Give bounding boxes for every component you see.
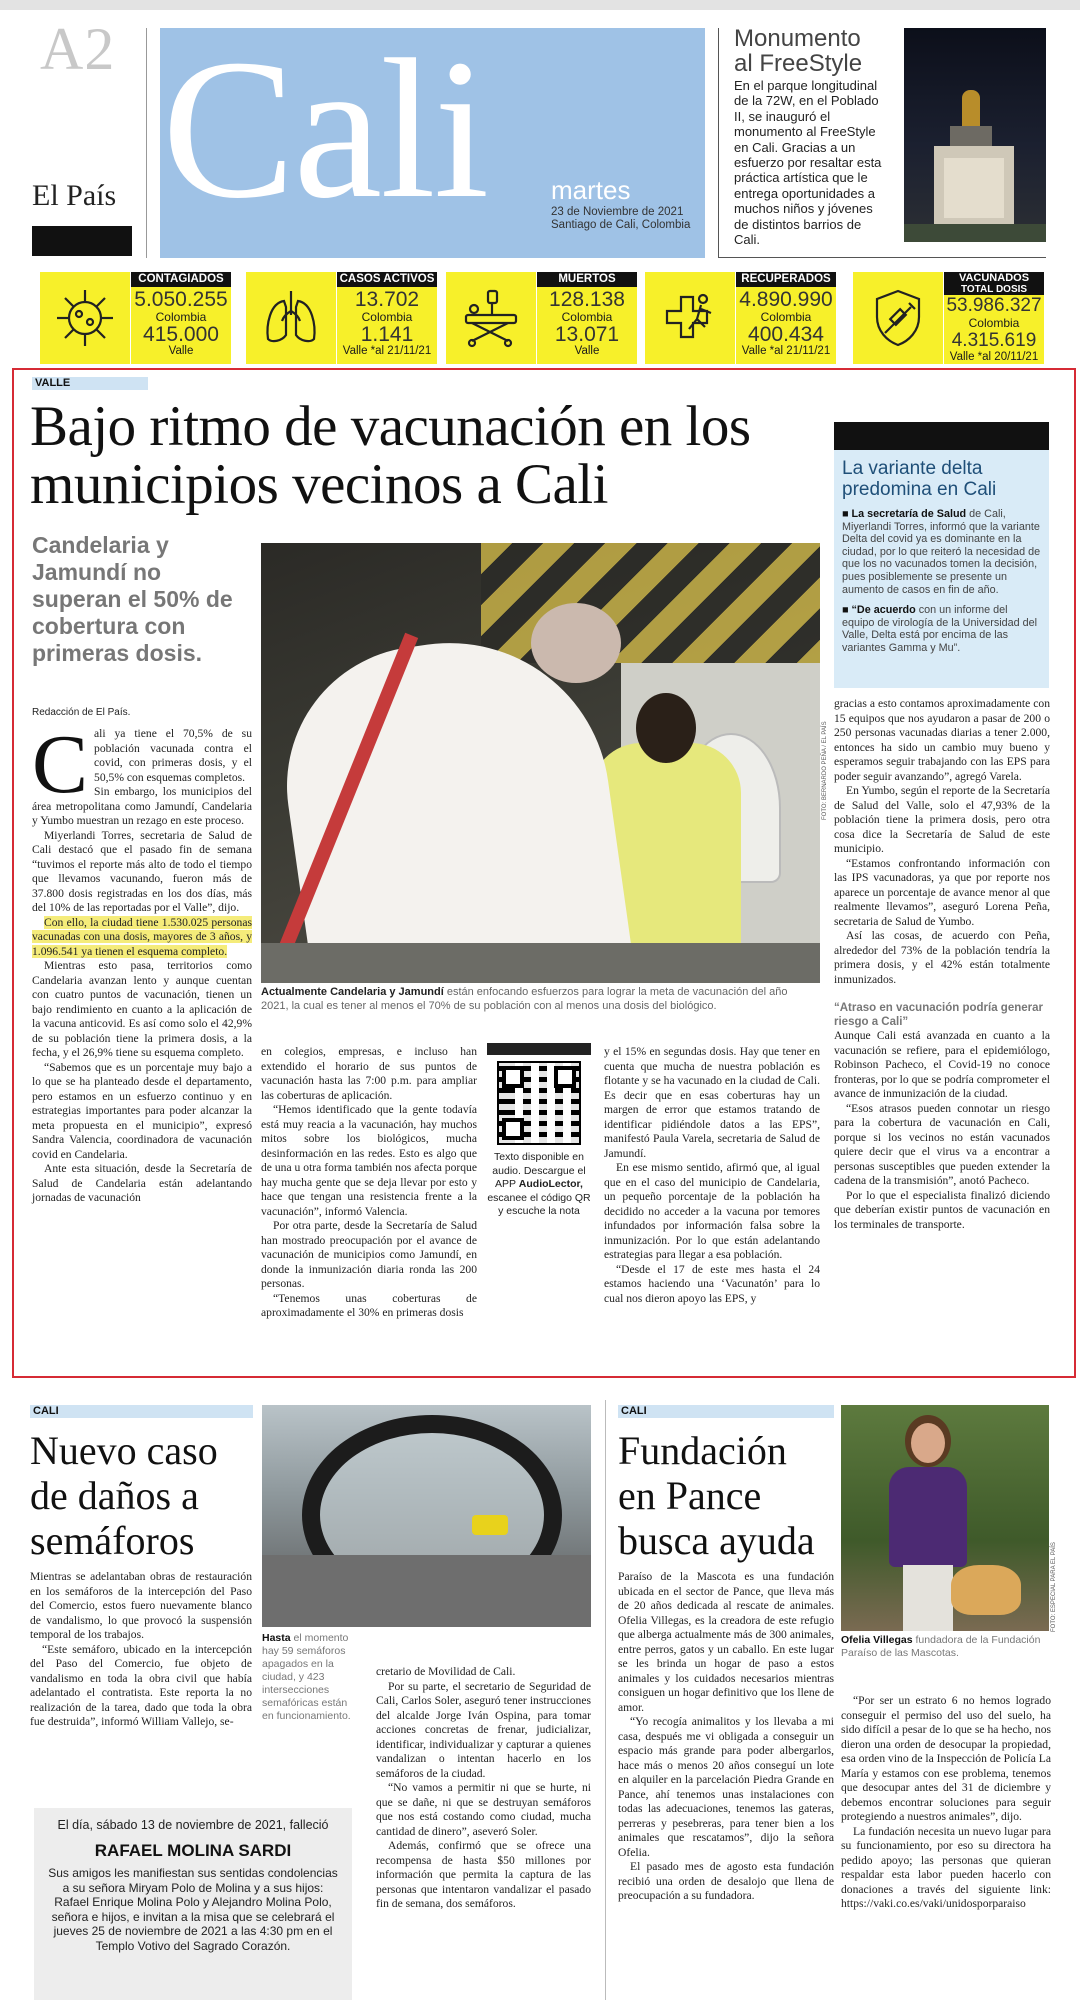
stat-national-label: Colombia — [155, 310, 207, 324]
main-photo-credit: FOTO: BERNARDO PEÑA / EL PAÍS — [822, 721, 828, 820]
stat-national: 128.138 — [549, 288, 625, 311]
main-col1 — [32, 718, 252, 1206]
stat-label: TOTAL DOSIS — [944, 284, 1044, 295]
page-number: A2 — [40, 16, 116, 82]
stat-national-label: Colombia — [968, 316, 1020, 330]
paragraph: “Estamos confrontando información con las IPS vacunadoras, ya que por reporte nos aparece un porcentaje de avance menor al que realmente llevamos”, aseguró Lorena Peña, secretaria de Salud de Yumbo. — [834, 856, 1050, 928]
main-col2 — [261, 1045, 477, 1321]
main-photo-caption — [261, 986, 801, 1013]
brand-bar — [32, 226, 132, 256]
paragraph: En Yumbo, según el reporte de la Secretaría de Salud del Valle, solo el 47,93% de la población tiene la primera dosis, pero otra cosa dice la Secretaría de Salud de este municipio. — [834, 784, 1050, 855]
section-tag-valle: VALLE — [32, 377, 148, 390]
paragraph: Aunque Cali está avanzada en cuanto a la vacunación se refiere, para el epidemiólogo, Robinson Pacheco, el Covid-19 no conoce fronteras, por lo que se podría comprometer el avance de inmunización de la ciudad. — [834, 1029, 1050, 1100]
stat-label: CONTAGIADOS — [131, 272, 231, 287]
byline: Redacción de El País. — [32, 707, 131, 718]
weekday: martes — [551, 175, 631, 205]
paragraph: “Sabemos que es un porcentaje muy bajo a lo que se ha planteado desde el departamento, pero estamos en un esfuerzo continuo y en estrategias importantes para poder alcanzar la meta propuesta en el municipio”, expresó Sandra Valencia, coordinadora de vacunación covid en Candelaria. — [32, 1060, 252, 1161]
obituary-intro: El día, sábado 13 de noviembre de 2021, falleció — [57, 1818, 329, 1832]
main-headline: Bajo ritmo de vacunación en los municipios vecinos a Cali — [30, 395, 751, 516]
section-tag-cali: CALI — [618, 1405, 834, 1418]
paragraph: “Desde el 17 de este mes hasta el 24 estamos haciendo una ‘Vacunatón’ para lo cual nos dieron apoyo las EPS, y — [604, 1262, 820, 1305]
paragraph: y el 15% en segundas dosis. Hay que tener en cuenta que mucha de nuestra población es flotante y se ha vacunado en la ciudad de Cali. Es decir que en esas coberturas hay un margen de error que estamos tratando de identificar pidiéndole datos a las EPS”, manifestó Paula Varela, secretaria de Salud de Jamundí. — [604, 1045, 820, 1160]
promo-photo — [904, 28, 1046, 242]
paragraph: La fundación necesita un nuevo lugar para su funcionamiento, por eso su directora ha pedido apoyo; las personas que quieran respaldar esta labor pueden hacerlo con donaciones a través del siguiente link: https://vaki.co.es/vaki/unidosporparaiso — [841, 1824, 1051, 1910]
story2-caption: Hasta el momento hay 59 semáforos apagados en la ciudad, y 423 intersecciones semafóricas están en funcionamiento. — [262, 1632, 351, 1722]
story2-headline: Nuevo caso de daños a semáforos — [30, 1428, 218, 1563]
stat-national-label: Colombia — [561, 310, 613, 324]
stat-national-label: Colombia — [760, 310, 812, 324]
paragraph: Miyerlandi Torres, secretaria de Salud de Cali destacó que el pasado fin de semana “tuvimos el reporte más alto de todo el tiempo que llevamos vacunando, fueron más de 37.800 dosis registradas en los dos días, más del 10% de las reportadas por el Valle”, dijo. — [32, 828, 252, 914]
virus-icon — [40, 272, 130, 364]
sidebar-bullet: ■ La secretaría de Salud de Cali, Miyerlandi Torres, informó que la variante Delta del covid ya es dominante en la ciudad, por lo que reiteró la necesidad de que los no vacunados tomen la decisión, pues posiblemente se presente un aumento de casos en fin de año. — [842, 508, 1041, 596]
caption-lead: Actualmente Candelaria y Jamundí — [261, 986, 444, 998]
story3-caption: Ofelia Villegas fundadora de la Fundación Paraíso de las Mascotas. — [841, 1634, 1041, 1659]
stat-label: RECUPERADOS — [736, 272, 836, 287]
paragraph: El pasado mes de agosto esta fundación recibió una orden de desalojo que llena de preocupación a su fundadora. — [618, 1860, 834, 1902]
paragraph: Mientras esto pasa, territorios como Candelaria avanzan lento y aunque cuentan con cuatro puntos de vacunación, tienen un bajo rendimiento en cuanto a la aplicación de la vacuna anticovid. Es así como solo el 42,9% de su población tiene la primera dosis, a la fecha, y el 26,9% tiene su esquema completo. — [32, 959, 252, 1059]
sidebar-title: La variante delta predomina en Cali — [842, 458, 997, 500]
story2-photo — [262, 1405, 591, 1627]
lead-paragraph: ali ya tiene el 70,5% de su población vacunada contra el covid, con primeras dosis, y el 50,5% con esquemas completos. — [94, 727, 252, 784]
main-col3 — [604, 1045, 820, 1306]
stat-national: 5.050.255 — [134, 288, 228, 311]
caption-text: están enfocando esfuerzos para lograr la meta de vacunación del año 2021, la cual es tener al menos el 70% de su población con al menos una dosis del biológico. — [261, 986, 788, 1012]
story3-photo — [841, 1405, 1049, 1631]
sidebar-bullet: ■ “De acuerdo con un informe del equipo de virología de la Universidad del Valle, Delta está por encima de las variantes Gamma y Mu”. — [842, 604, 1038, 654]
qr-code-icon[interactable] — [497, 1061, 581, 1145]
obituary-box — [34, 1808, 352, 2000]
section-tag-cali: CALI — [30, 1405, 253, 1418]
qr-block — [487, 1043, 591, 1219]
stat-regional-label: Valle — [574, 345, 600, 357]
paragraph: “No vamos a permitir ni que se hurte, ni que se dañe, ni que se destruyan semáforos que nos está costando como ciudad, mucha cantidad de dinero”, aseveró Soler. — [376, 1781, 591, 1838]
paragraph: Sin embargo, los municipios del área metropolitana como Jamundí, Candelaria y Yumbo muestran un rezago en este proceso. — [32, 785, 252, 827]
paragraph: en colegios, empresas, e incluso han extendido el horario de sus puntos de vacunación hasta las 7:00 p.m. para ampliar las coberturas de aplicación. — [261, 1045, 477, 1102]
story2-col2 — [376, 1665, 591, 1912]
section-title: Cali — [162, 19, 488, 240]
lungs-icon — [246, 272, 336, 364]
stat-regional-label: Valle *al 21/11/21 — [741, 345, 831, 357]
paragraph: Por su parte, el secretario de Seguridad de Cali, Carlos Soler, aseguró tener instrucciones del alcalde Jorge Iván Ospina, para tomar acciones concretas de frenar, judicializar, identificar, individualizar y capturar a quienes vandalizan o intentan hacerlo en los semáforos de la ciudad. — [376, 1679, 591, 1780]
syringe-shield-icon — [853, 272, 943, 364]
place: Santiago de Cali, Colombia — [551, 219, 691, 231]
story3-col1 — [618, 1570, 834, 1904]
main-deck: Candelaria y Jamundí no superan el 50% de cobertura con primeras dosis. — [32, 532, 233, 666]
masthead-divider — [146, 28, 147, 258]
paragraph: “Yo recogía animalitos y los llevaba a mi casa, después me vi obligada a conseguir un espacio más grande para poder albergarlos, hace más o menos 20 años conseguí un lote en alquiler en la parcelación Piedra Grande en Pance, ahí tenemos unas instalaciones con todas las adecuaciones, tenemos las gateras, perreras y pesebreras, para tener bien a los animales que rescatamos”, dijo la señora Ofelia. — [618, 1715, 834, 1859]
stat-regional: 4.315.619 — [951, 330, 1037, 351]
stat-regional: 400.434 — [748, 323, 824, 346]
stat-regional-label: Valle *al 20/11/21 — [949, 351, 1039, 363]
stat-national: 53.986.327 — [946, 295, 1042, 316]
paragraph: Mientras se adelantaban obras de restauración en los semáforos de la intercepción del Paso del Comercio, estos fuero nuevamente blanco de vandalismo, lo que provocó la suspensión temporal de los trabajos. — [30, 1570, 252, 1641]
paragraph: “Hemos identificado que la gente todavía está muy reacia a la vacunación, hay muchos mitos sobre los biológicos, mucha desinformación en las redes. Esto es algo que de una u otra forma también nos afecta porque hay mucha gente que se deja llevar por esto y hace que tengan una resistencia frente a la vacunación”, informó Valencia. — [261, 1103, 477, 1218]
paragraph: Por lo que el especialista finalizó diciendo que deberían existir puntos de vacunación en los terminales de transporte. — [834, 1188, 1050, 1231]
paragraph: cretario de Movilidad de Cali. — [376, 1665, 516, 1678]
paragraph: En ese mismo sentido, afirmó que, al igual que en el caso del municipio de Candelaria, un pequeño porcentaje de la población ha decidido no acceder a la vacuna por temores infundados por información falsa sobre la inmunización. Por lo que están adelantando estrategias para llegar a esa población. — [604, 1161, 820, 1261]
main-photo — [261, 543, 820, 983]
story3-headline: Fundación en Pance busca ayuda — [618, 1428, 815, 1563]
qr-instructions: Texto disponible en audio. Descargue el APP AudioLector, escanee el código QR y escuche la nota — [487, 1151, 591, 1217]
promo-text: En el parque longitudinal de la 72W, en el Poblado II, se inauguró el monumento al FreeStyle en Cali. Gracias a un esfuerzo por resaltar esta práctica artística que le entrega oportunidades a muchos niños y jóvenes de distintos barrios de Cali. — [734, 78, 882, 248]
subheading: “Atraso en vacunación podría generar riesgo a Cali” — [834, 1002, 1043, 1028]
stat-regional: 415.000 — [143, 323, 219, 346]
top-edge — [0, 0, 1080, 10]
story2-col1 — [30, 1570, 252, 1730]
paragraph: Así las cosas, de acuerdo con Peña, alrededor del 73% de la población tendría la primera dosis, y el 42% están totalmente inmunizados. — [834, 929, 1050, 986]
dropcap: C — [32, 718, 89, 811]
stat-regional-label: Valle *al 21/11/21 — [342, 345, 432, 357]
stat-regional: 1.141 — [360, 323, 414, 346]
paragraph: gracias a esto contamos aproximadamente con 15 equipos que nos ayudaron a pasar de 200 o 250 personas vacunadas diarias a tener 2.000, entonces ha sido un cambio muy bueno y esperamos seguir trabajando con las EPS para poder seguir avanzando”, agregó Varela. — [834, 697, 1050, 783]
stat-label: CASOS ACTIVOS — [337, 272, 437, 287]
stat-national: 4.890.990 — [739, 288, 833, 311]
story3-photo-credit: FOTO: ESPECIAL PARA EL PAÍS — [1051, 1542, 1057, 1632]
paragraph: “Tenemos unas coberturas de aproximadamente el 30% en primeras dosis — [261, 1291, 477, 1319]
obituary-name: RAFAEL MOLINA SARDI — [94, 1841, 292, 1860]
paragraph: “Esos atrasos pueden connotar un riesgo para la cobertura de vacunación en Cali, porque si los vecinos no están vacunados quiere decir que el virus va a encontrar a personas susceptibles que pueden extender la cadena de la transmisión”, anotó Pacheco. — [834, 1101, 1050, 1187]
paragraph: Además, confirmó que se ofrece una recompensa de hasta $50 millones por información que permita la captura de las personas que intentaron vandalizar el pasado fin de semana, dos semáforos. — [376, 1839, 591, 1910]
brand-logo: El País — [32, 179, 117, 212]
stretcher-icon — [446, 272, 536, 364]
story3-col2 — [841, 1694, 1051, 1912]
column-rule — [605, 1400, 606, 2000]
promo-title: Monumento al FreeStyle — [734, 25, 863, 77]
stat-national: 13.702 — [354, 288, 420, 311]
date: 23 de Noviembre de 2021 — [551, 206, 684, 218]
recovered-icon — [645, 272, 735, 364]
paragraph: “Por ser un estrato 6 no hemos logrado conseguir el permiso del uso del suelo, ha sido difícil a pesar de lo que se ha hecho, nos dieron una orden de desocupar la propiedad, esa orden vino de la Inspección de Policía La María y estamos con ese problema, tenemos que desocupar antes del 31 de diciembre y debemos encontrar soluciones para seguir protegiendo a nuestros animales”, dijo. — [841, 1694, 1051, 1823]
paragraph: Por otra parte, desde la Secretaría de Salud han mostrado preocupación por el avance de vacunación de municipios como Jamundí, en donde la inmunización diaria ronda las 200 personas. — [261, 1219, 477, 1290]
paragraph: Ante esta situación, desde la Secretaría de Salud de Candelaria están adelantando jornadas de vacunación — [32, 1162, 252, 1204]
stat-regional-label: Valle — [168, 345, 194, 357]
obituary-text: Sus amigos les manifiestan sus sentidas condolencias a su señora Miryam Polo de Molina y a sus hijos: Rafael Enrique Molina Polo y Alejandro Molina Polo, señora e hijos, e invitan a la misa que se celebrará el jueves 25 de noviembre de 2021 a las 4:30 pm en el Templo Votivo del Sagrado Corazón. — [48, 1866, 338, 1953]
paragraph: “Este semáforo, ubicado en la intercepción del Paso del Comercio, fue objeto de vandalismo en toda la obra civil que había adelantado el contratista. Este reporta la no realización de la tarea, dado que toda la obra fue destruida”, informó William Vallejo, se- — [30, 1642, 252, 1728]
stat-regional: 13.071 — [554, 323, 620, 346]
sidebar-box — [834, 422, 1049, 688]
stat-national-label: Colombia — [361, 310, 413, 324]
main-col4 — [834, 697, 1050, 1232]
stat-label: MUERTOS — [537, 272, 637, 287]
stat-label-top: VACUNADOS — [944, 272, 1044, 284]
paragraph: Paraíso de la Mascota es una fundación ubicada en el sector de Pance, que lleva más de 20 años dedicada al rescate de animales. Ofelia Villegas, es la creadora de este refugio que alberga actualmente más de 300 animales, entre perros, gatos y un caballo. En este lugar se les brinda un hogar de paso a estos animales y los cuidados necesarios mientras consiguen un hogar definitivo que los llene de amor. — [618, 1570, 834, 1714]
highlighted-paragraph: Con ello, la ciudad tiene 1.530.025 personas vacunadas con una dosis, mayores de 3 años, y 1.096.541 ya tienen el esquema completo. — [32, 915, 252, 958]
